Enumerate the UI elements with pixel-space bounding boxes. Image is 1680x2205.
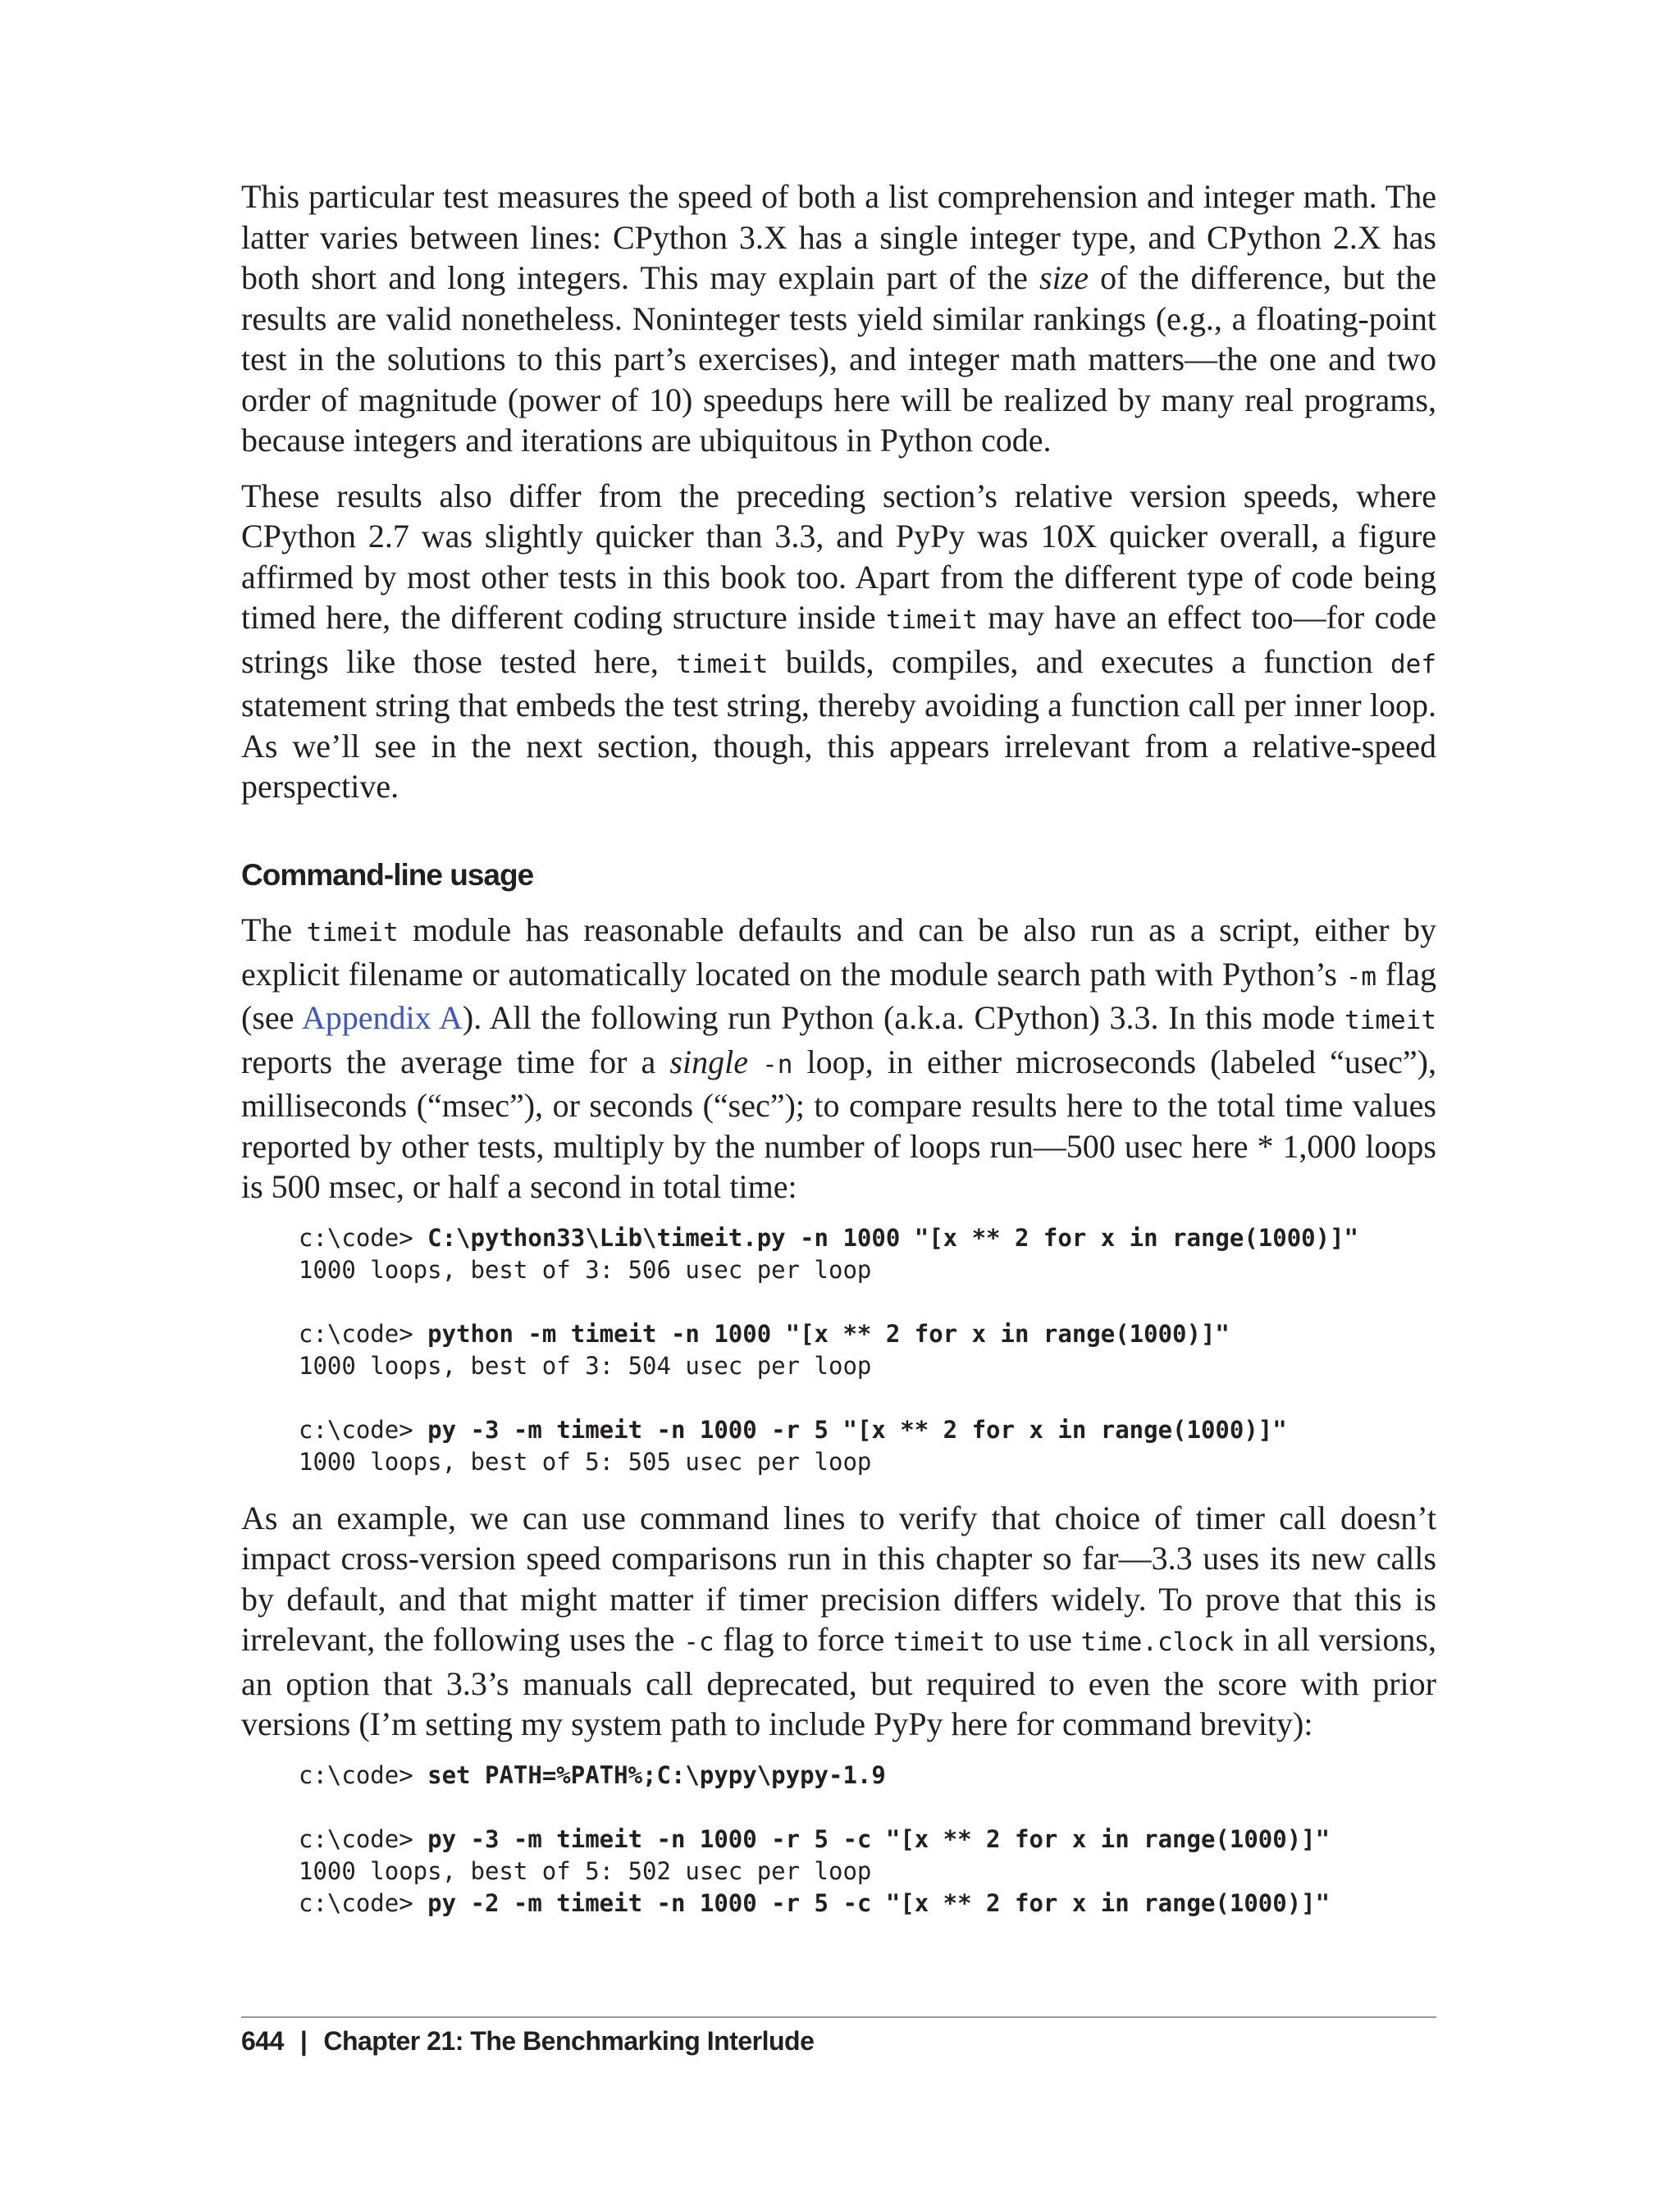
paragraph-text: The — [241, 911, 307, 948]
emphasis-size: size — [1039, 259, 1089, 296]
code-command: py -3 -m timeit -n 1000 -r 5 "[x ** 2 for x in range(1000)]" — [427, 1415, 1287, 1444]
paragraph-timeit-script — [241, 910, 1436, 1208]
code-line — [299, 1824, 1436, 1856]
paragraph-text: loop, in either microseconds (labeled “usec”), milliseconds (“msec”), or seconds (“sec”); to compare results here to the total time values reported by other tests, multiply by the number of loops run—500 usec here * 1,000 loops is 500 msec, or half a second in total time: — [241, 1043, 1436, 1205]
chapter-title: Chapter 21: The Benchmarking Interlude — [323, 2026, 815, 2056]
paragraph-text: ). All the following run Python (a.k.a. CPython) 3.3. In this mode — [462, 999, 1345, 1036]
inline-code-timeit: timeit — [676, 649, 769, 679]
code-blank-line — [299, 1286, 1436, 1318]
page-number: 644 — [241, 2026, 284, 2056]
inline-code-timeit: timeit — [892, 1628, 985, 1657]
code-block-clock-runs — [299, 1760, 1436, 1920]
code-command: py -3 -m timeit -n 1000 -r 5 -c "[x ** 2 for x in range(1000)]" — [427, 1824, 1331, 1853]
inline-code-timeit: timeit — [885, 605, 978, 635]
code-command: py -2 -m timeit -n 1000 -r 5 -c "[x ** 2 for x in range(1000)]" — [427, 1888, 1331, 1917]
paragraph-text: These results also differ from the preceding section’s relative version speeds, where CPython 2.7 was slightly quicker than 3.3, and PyPy was 10X quicker overall, a figure affirmed by most other tests in this book too. Apart from the different type of code being timed here, the different coding structure inside — [241, 477, 1436, 636]
paragraph-text: As an example, we can use command lines to verify that choice of timer call doesn’t impact cross-version speed comparisons run in this chapter so far—3.3 uses its new calls by default, and that might matter if timer precision differs widely. To prove that this is irrelevant, the following uses the — [241, 1499, 1436, 1658]
paragraph-text: flag to force — [714, 1621, 893, 1658]
code-line — [299, 1318, 1436, 1350]
code-line — [299, 1222, 1436, 1254]
paragraph-text: may have an effect too—for code strings like those tested here, — [241, 599, 1436, 680]
paragraph-text: of the difference, but the results are valid nonetheless. Noninteger tests yield similar rankings (e.g., a floating-point test in the solutions to this part’s exercises), and integer math matters—the one and two order of magnitude (power of 10) speedups here will be realized by many real programs, because integers and iterations are ubiquitous in Python code. — [241, 259, 1436, 459]
inline-code-timeit: timeit — [1344, 1006, 1436, 1035]
code-output: 1000 loops, best of 5: 502 usec per loop — [299, 1856, 872, 1885]
code-line — [299, 1414, 1436, 1446]
code-command: python -m timeit -n 1000 "[x ** 2 for x in range(1000)]" — [427, 1319, 1230, 1348]
code-prompt: c:\code> — [299, 1223, 428, 1252]
paragraph-text: statement string that embeds the test string, thereby avoiding a function call per inner loop. As we’ll see in the next section, though, this appears irrelevant from a relative-speed perspective. — [241, 687, 1436, 805]
appendix-a-link[interactable]: Appendix A — [301, 999, 463, 1036]
code-prompt: c:\code> — [299, 1415, 428, 1444]
paragraph-version-speeds — [241, 476, 1436, 807]
code-output: 1000 loops, best of 5: 505 usec per loop — [299, 1447, 872, 1476]
code-output: 1000 loops, best of 3: 506 usec per loop — [299, 1255, 872, 1284]
emphasis-single: single — [669, 1043, 748, 1080]
inline-code-m-flag: -m — [1345, 961, 1377, 992]
paragraph-text: in all versions, an option that 3.3’s manuals call deprecated, but required to even the score with prior versions (I’m setting my system path to include PyPy here for command brevity): — [241, 1621, 1436, 1742]
inline-code-c-flag: -c — [683, 1628, 714, 1657]
paragraph-text: to use — [984, 1621, 1081, 1658]
code-line — [299, 1760, 1436, 1792]
page-body — [241, 176, 1436, 1939]
paragraph-text: flag (see — [241, 955, 1437, 1036]
paragraph-text: This particular test measures the speed of both a list comprehension and integer math. The latter varies between lines: CPython 3.X has a single integer type, and CPython 2.X has both short and long integers. This may explain part of the — [241, 178, 1436, 296]
code-prompt: c:\code> — [299, 1888, 428, 1917]
code-output: 1000 loops, best of 3: 504 usec per loop — [299, 1351, 872, 1380]
code-blank-line — [299, 1382, 1436, 1414]
inline-code-n-flag: -n — [762, 1049, 793, 1080]
code-prompt: c:\code> — [299, 1319, 428, 1348]
paragraph-text — [748, 1043, 762, 1080]
paragraph-text: reports the average time for a — [241, 1043, 670, 1080]
paragraph-text: builds, compiles, and executes a function — [768, 642, 1390, 680]
code-prompt: c:\code> — [299, 1760, 428, 1789]
code-block-timeit-runs — [299, 1222, 1436, 1478]
paragraph-integer-math — [241, 176, 1436, 461]
page-footer — [241, 2026, 814, 2057]
paragraph-text: module has reasonable defaults and can be also run as a script, either by explicit filename or automatically located on the module search path with Python’s — [241, 911, 1437, 993]
code-line — [299, 1888, 1436, 1920]
code-prompt: c:\code> — [299, 1824, 428, 1853]
inline-code-time-clock: time.clock — [1080, 1628, 1235, 1657]
code-blank-line — [299, 1792, 1436, 1824]
inline-code-timeit: timeit — [306, 918, 399, 947]
footer-separator: | — [299, 2026, 308, 2056]
code-command: C:\python33\Lib\timeit.py -n 1000 "[x ** 2 for x in range(1000)]" — [427, 1223, 1359, 1252]
section-heading: Command-line usage — [241, 857, 534, 892]
footer-divider — [241, 2016, 1436, 2018]
code-command: set PATH=%PATH%;C:\pypy\pypy-1.9 — [427, 1760, 886, 1789]
paragraph-timer-choice — [241, 1498, 1436, 1745]
inline-code-def: def — [1390, 649, 1436, 679]
